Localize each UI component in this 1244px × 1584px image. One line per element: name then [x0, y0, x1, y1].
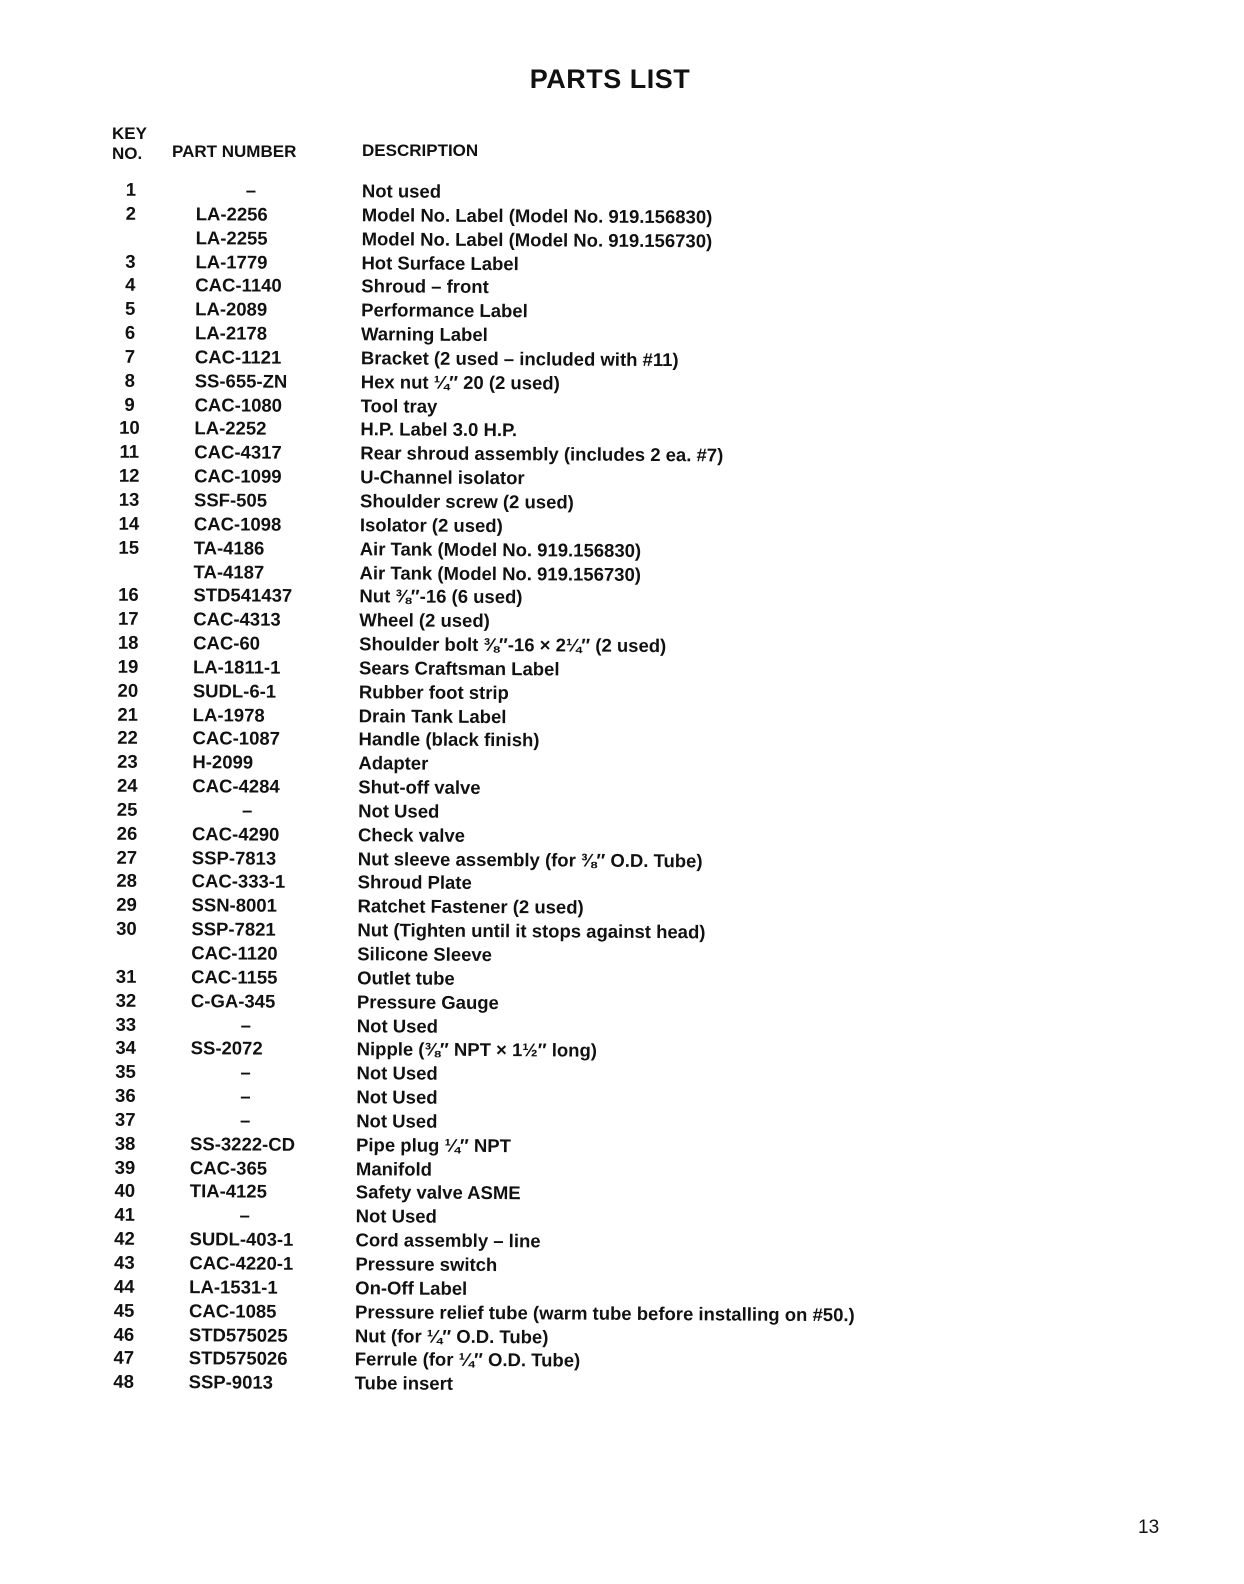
- description: Nut sleeve assembly (for ⅜″ O.D. Tube): [357, 847, 703, 871]
- description: Nut (for ¼″ O.D. Tube): [354, 1324, 549, 1347]
- description: Ratchet Fastener (2 used): [357, 895, 584, 918]
- key-no: 6: [124, 321, 136, 343]
- description: Shoulder bolt ⅜″-16 × 2¼″ (2 used): [359, 633, 667, 657]
- key-no: 42: [114, 1227, 135, 1249]
- part-number: SS-2072: [190, 1037, 263, 1059]
- part-number: CAC-4290: [191, 822, 280, 845]
- part-number: –: [240, 1085, 251, 1107]
- part-number: STD575026: [188, 1347, 288, 1370]
- key-no: 35: [115, 1060, 136, 1083]
- description: Model No. Label (Model No. 919.156730): [361, 227, 713, 252]
- description: Outlet tube: [357, 967, 455, 989]
- key-no: 45: [113, 1299, 135, 1321]
- part-number: C-GA-345: [190, 989, 276, 1012]
- key-no: 8: [124, 369, 135, 391]
- part-number: SSF-505: [193, 489, 268, 511]
- part-number: LA-1811-1: [192, 656, 281, 678]
- key-no: 29: [116, 894, 137, 916]
- page-number: 13: [1138, 1517, 1160, 1538]
- key-no: 38: [114, 1132, 136, 1154]
- key-no: 30: [116, 917, 137, 940]
- key-no: 36: [115, 1084, 136, 1106]
- key-no: 2: [125, 202, 136, 224]
- key-no: 31: [115, 965, 137, 987]
- key-no: 24: [116, 774, 138, 796]
- part-number: SUDL-403-1: [189, 1228, 294, 1250]
- key-no: 13: [118, 488, 140, 510]
- description: Shroud Plate: [357, 871, 472, 894]
- key-no: 28: [116, 870, 138, 892]
- key-no: 9: [124, 393, 135, 415]
- part-number: CAC-1098: [193, 513, 282, 535]
- key-no: 46: [113, 1323, 135, 1345]
- description: Shut-off valve: [358, 776, 481, 799]
- key-no: 1: [125, 178, 137, 200]
- key-no: 4: [125, 274, 136, 296]
- part-number: –: [245, 179, 257, 201]
- part-number: CAC-1120: [191, 942, 278, 964]
- part-number: LA-1779: [195, 250, 268, 273]
- part-number-header: PART NUMBER: [172, 142, 297, 161]
- key-no: 21: [117, 703, 139, 725]
- key-header-line2: NO.: [112, 144, 143, 163]
- page-title: PARTS LIST: [529, 64, 691, 94]
- description: Air Tank (Model No. 919.156830): [359, 537, 642, 561]
- description: Hex nut ¼″ 20 (2 used): [360, 370, 560, 394]
- part-number: STD575025: [188, 1323, 288, 1346]
- part-number: CAC-1121: [194, 346, 282, 368]
- part-number: –: [240, 1014, 252, 1036]
- part-number: CAC-4220-1: [189, 1252, 294, 1274]
- description: Check valve: [357, 823, 466, 846]
- description: Shroud – front: [361, 275, 489, 298]
- part-number: CAC-60: [193, 632, 261, 654]
- description: On-Off Label: [355, 1277, 468, 1299]
- part-number: LA-2252: [194, 417, 267, 440]
- part-number: SS-3222-CD: [190, 1132, 296, 1155]
- key-no: 12: [118, 464, 140, 486]
- key-no: 3: [125, 250, 136, 272]
- parts-table: [0, 177, 1244, 1401]
- description: Pipe plug ¼″ NPT: [356, 1133, 511, 1156]
- description: Model No. Label (Model No. 919.156830): [361, 204, 713, 228]
- key-no-header: [112, 124, 147, 164]
- part-number: H-2099: [192, 751, 254, 773]
- part-number: SUDL-6-1: [192, 679, 277, 702]
- description: Not Used: [356, 1014, 439, 1037]
- description: Performance Label: [361, 299, 528, 322]
- key-no: 27: [116, 846, 138, 868]
- description: H.P. Label 3.0 H.P.: [360, 418, 518, 441]
- key-header-line1: KEY: [112, 124, 147, 143]
- key-no: 7: [124, 345, 136, 367]
- description: Shoulder screw (2 used): [359, 490, 574, 513]
- description: Handle (black finish): [358, 728, 540, 751]
- part-number: –: [240, 1061, 251, 1083]
- part-number: LA-1531-1: [189, 1275, 278, 1298]
- key-no: 40: [114, 1180, 136, 1202]
- part-number: SS-655-ZN: [194, 369, 288, 392]
- part-number: –: [239, 1204, 250, 1226]
- part-number: LA-2178: [194, 322, 268, 344]
- description: Not Used: [358, 800, 440, 822]
- description: Tube insert: [354, 1372, 454, 1394]
- description: Tool tray: [360, 394, 438, 417]
- key-no: 25: [116, 798, 138, 820]
- description: Not used: [361, 180, 442, 202]
- part-number: STD541437: [193, 584, 293, 607]
- description: Air Tank (Model No. 919.156730): [359, 561, 642, 585]
- key-no: 18: [117, 631, 139, 653]
- key-no: 43: [114, 1251, 135, 1273]
- description: Hot Surface Label: [361, 251, 519, 274]
- description: Bracket (2 used – included with #11): [360, 347, 679, 371]
- key-no: 15: [118, 536, 140, 558]
- key-no: 41: [114, 1203, 136, 1226]
- description: Adapter: [358, 752, 429, 774]
- description: Nut (Tighten until it stops against head): [357, 919, 706, 943]
- description: Nut ⅜″-16 (6 used): [359, 585, 523, 608]
- description: Warning Label: [360, 323, 488, 346]
- part-number: CAC-333-1: [191, 870, 286, 893]
- description: Pressure Gauge: [356, 990, 499, 1013]
- description: U-Channel isolator: [360, 466, 525, 489]
- key-no: 26: [116, 822, 138, 844]
- part-number: LA-2089: [195, 298, 268, 320]
- part-number: CAC-1099: [194, 465, 282, 487]
- key-no: 37: [114, 1108, 136, 1130]
- part-number: CAC-1155: [191, 966, 278, 988]
- key-no: 14: [118, 512, 140, 534]
- key-no: 47: [113, 1347, 135, 1369]
- part-number: CAC-4313: [193, 608, 281, 630]
- description: Drain Tank Label: [358, 704, 507, 727]
- part-number: TA-4187: [193, 560, 265, 583]
- key-no: 17: [117, 607, 139, 630]
- key-no: 39: [114, 1156, 136, 1178]
- description: Pressure relief tube (warm tube before installing on #50.): [355, 1300, 855, 1325]
- description: Nipple (⅜″ NPT × 1½″ long): [356, 1038, 598, 1062]
- part-number: SSP-7821: [191, 918, 276, 940]
- description: Wheel (2 used): [359, 609, 490, 632]
- part-number: CAC-1087: [192, 727, 281, 750]
- key-no: 34: [115, 1037, 137, 1059]
- part-number: CAC-1140: [195, 274, 282, 297]
- description: Pressure switch: [355, 1253, 498, 1276]
- key-no: 11: [119, 441, 140, 463]
- part-number: CAC-365: [189, 1156, 268, 1179]
- key-no: 23: [117, 750, 138, 773]
- description: Isolator (2 used): [359, 514, 503, 536]
- part-number: SSP-9013: [188, 1371, 274, 1393]
- key-no: 19: [117, 655, 139, 677]
- key-no: 44: [113, 1275, 135, 1297]
- description: Rear shroud assembly (includes 2 ea. #7): [360, 442, 724, 466]
- part-number: CAC-4284: [192, 775, 280, 797]
- description-header: DESCRIPTION: [362, 141, 479, 160]
- description: Ferrule (for ¼″ O.D. Tube): [354, 1348, 581, 1371]
- key-no: 22: [117, 727, 138, 749]
- description: Not Used: [356, 1086, 438, 1108]
- part-number: LA-2256: [195, 203, 268, 225]
- part-number: CAC-4317: [194, 441, 282, 464]
- key-no: 48: [113, 1370, 134, 1393]
- description: Cord assembly – line: [355, 1229, 541, 1252]
- part-number: TA-4186: [193, 536, 265, 559]
- description: Safety valve ASME: [355, 1181, 521, 1204]
- key-no: 5: [124, 297, 136, 320]
- key-no: 32: [115, 989, 137, 1011]
- part-number: CAC-1085: [189, 1299, 277, 1322]
- key-no: 16: [118, 584, 139, 606]
- part-number: –: [241, 799, 253, 821]
- description: Not Used: [356, 1062, 438, 1084]
- description: Not Used: [355, 1205, 437, 1227]
- part-number: –: [240, 1109, 251, 1131]
- description: Silicone Sleeve: [357, 943, 493, 966]
- key-no: 33: [115, 1013, 137, 1035]
- part-number: LA-2255: [195, 226, 268, 249]
- description: Manifold: [355, 1157, 433, 1180]
- key-no: 10: [119, 417, 140, 439]
- key-no: 20: [117, 679, 139, 701]
- part-number: SSP-7813: [191, 846, 277, 869]
- part-number: CAC-1080: [194, 393, 283, 416]
- description: Rubber foot strip: [358, 680, 509, 703]
- part-number: TIA-4125: [189, 1180, 267, 1203]
- description: Sears Craftsman Label: [358, 657, 560, 680]
- part-number: LA-1978: [192, 703, 265, 726]
- part-number: SSN-8001: [191, 894, 277, 917]
- description: Not Used: [356, 1110, 438, 1132]
